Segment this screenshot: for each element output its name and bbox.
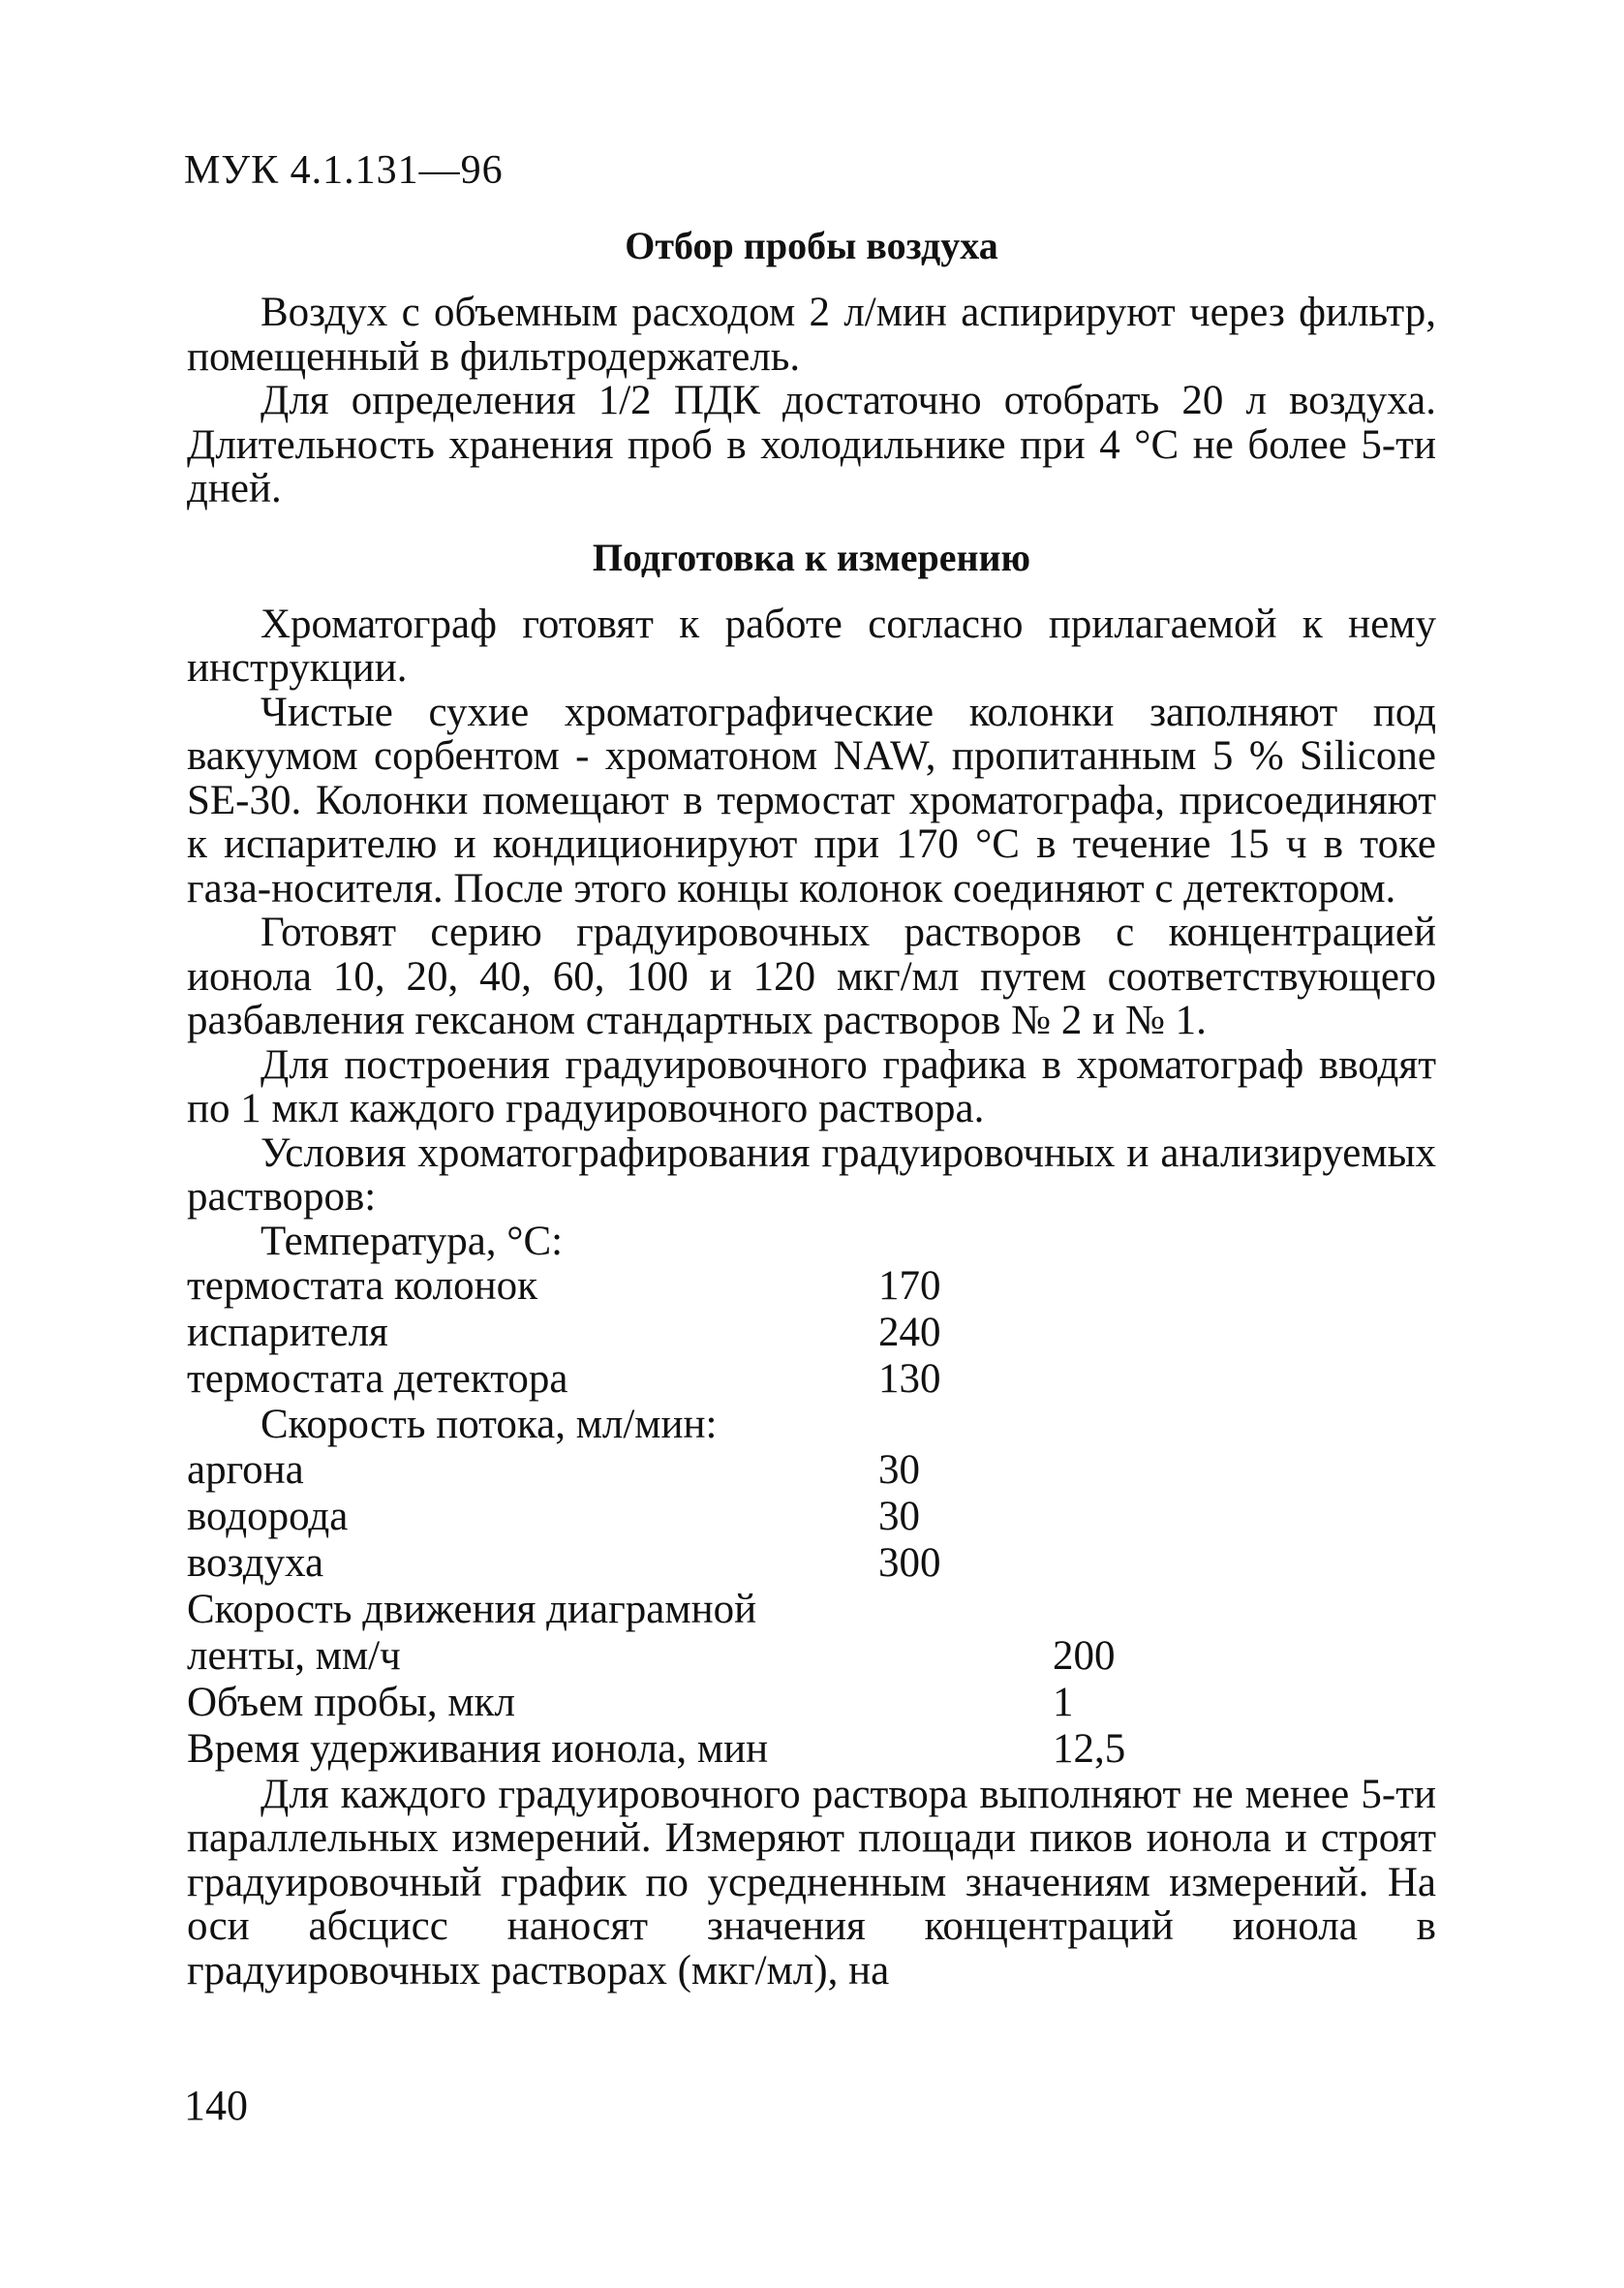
table-row	[187, 1494, 1436, 1540]
param-value: 300	[878, 1539, 941, 1586]
paragraph: Хроматограф готовят к работе согласно прилагаемой к нему инструкции.	[187, 601, 1436, 691]
param-value: 170	[878, 1263, 941, 1309]
param-label: термостата колонок	[187, 1263, 538, 1309]
param-label: Объем пробы, мкл	[187, 1679, 515, 1725]
param-value: 200	[1053, 1632, 1116, 1679]
section-heading-measurement-prep: Подготовка к измерению	[592, 535, 1031, 579]
param-label: термостата детектора	[187, 1356, 568, 1402]
param-value: 12,5	[1053, 1725, 1126, 1772]
param-value: 30	[878, 1493, 920, 1539]
table-row	[187, 1540, 1436, 1587]
document-body	[187, 221, 1436, 1993]
param-value: 1	[1053, 1679, 1074, 1725]
flow-rate-table	[187, 1447, 1436, 1587]
table-row	[187, 1447, 1436, 1494]
section-heading-air-sampling: Отбор пробы воздуха	[625, 224, 998, 267]
table-row	[187, 1310, 1436, 1356]
param-value: 130	[878, 1356, 941, 1402]
param-value: 30	[878, 1446, 920, 1493]
param-label: водорода	[187, 1493, 349, 1539]
param-label: воздуха	[187, 1539, 324, 1586]
paragraph: Для каждого градуировочного раствора выполняют не менее 5-ти параллельных измерений. Измеряют площади пиков ионола и строят градуировочный график по усредненным значениям измерений. На оси абсцисс наносят значения концентраций ионола в градуировочных растворах (мкг/мл), на	[187, 1771, 1436, 1994]
paragraph: Для построения градуировочного графика в хроматограф вводят по 1 мкл каждого градуировочного раствора.	[187, 1041, 1436, 1131]
table-row	[187, 1680, 1436, 1726]
table-row	[187, 1356, 1436, 1403]
table-row	[187, 1587, 1436, 1680]
temperature-table	[187, 1263, 1436, 1403]
param-label: испарителя	[187, 1310, 388, 1355]
paragraph: Условия хроматографирования градуировочных и анализируемых растворов:	[187, 1129, 1436, 1220]
temperature-label: Температура, °С:	[260, 1218, 564, 1264]
param-label: Время удерживания ионола, мин	[187, 1725, 769, 1772]
paragraph: Воздух с объемным расходом 2 л/мин аспирируют через фильтр, помещенный в фильтродержатель.	[187, 290, 1436, 380]
table-row	[187, 1726, 1436, 1773]
paragraph: Чистые сухие хроматографические колонки заполняют под вакуумом сорбентом - хроматоном NAW, пропитанным 5 % Silicone SE-30. Колонки помещают в термостат хроматографа, присоединяют к испарителю и кондиционируют при 170 °С в течение 15 ч в токе газа-носителя. После этого концы колонок соединяют с детектором.	[187, 689, 1436, 912]
param-label: Скорость движения диаграмной ленты, мм/ч	[187, 1586, 757, 1679]
param-value: 240	[878, 1310, 941, 1355]
paragraph: Для определения 1/2 ПДК достаточно отобрать 20 л воздуха. Длительность хранения проб в холодильнике при 4 °С не более 5-ти дней.	[187, 378, 1436, 511]
document-code: МУК 4.1.131—96	[184, 148, 504, 193]
other-conditions-table	[187, 1587, 1436, 1773]
paragraph: Готовят серию градуировочных растворов с концентрацией ионола 10, 20, 40, 60, 100 и 120 мкг/мл путем соответствующего разбавления гексаном стандартных растворов № 2 и № 1.	[187, 910, 1436, 1043]
param-label: аргона	[187, 1446, 304, 1493]
page-number: 140	[184, 2082, 248, 2129]
table-row	[187, 1263, 1436, 1310]
flow-rate-label: Скорость потока, мл/мин:	[260, 1402, 718, 1447]
